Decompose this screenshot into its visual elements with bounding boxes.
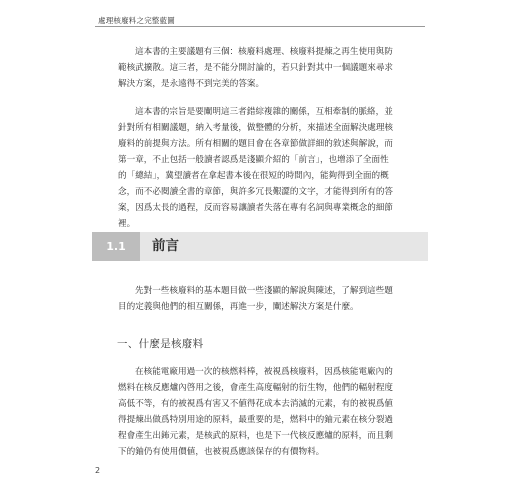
text-line: 高低不等，有的被視爲有害又不値得花成本去消滅的元素，有的被視爲値	[118, 399, 394, 409]
section-number: 1.1	[106, 240, 126, 253]
intro-paragraph-1	[118, 44, 426, 92]
text-line: 針對所有相關議題，納入考量後，做整體的分析，來描述全面解決處理核	[118, 123, 394, 133]
text-line: 裡。	[118, 219, 136, 229]
text-line: 目的定義與他們的相互關係，再進一步，闡述解決方案是什麼。	[118, 302, 359, 312]
subsection-heading: 一、什麼是核廢料	[117, 338, 204, 350]
text-line: 解決方案，是永遠得不到完美的答案。	[118, 79, 265, 89]
text-line: 第一章，不止包括一般讀者認爲是淺顯介紹的「前言」，也增添了全面性	[118, 155, 389, 165]
subsection-paragraph-1	[118, 364, 426, 460]
section-number-box	[92, 232, 140, 261]
header-rule	[95, 26, 425, 27]
intro-paragraph-2	[118, 104, 426, 232]
text-line: 程會產生出鈽元素，是核武的原料，也是下一代核反應爐的原料，而且剩	[118, 431, 394, 441]
text-line: 案，因爲太長的過程，反而容易讓讀者失落在專有名詞與專業概念的細節	[118, 203, 394, 213]
running-head: 處理核廢料之完整藍圖	[98, 16, 175, 25]
text-line: 下的鈾仍有使用價値，也被視爲應該保存的有價物料。	[118, 447, 325, 457]
page-number: 2	[95, 466, 101, 475]
text-line: 在核能電廠用過一次的核燃料棒，被視爲核廢料，因爲核能電廠內的	[135, 367, 393, 377]
text-line: 念，而不必閱讀全書的章節，與許多冗長艱澀的文字，才能得到所有的答	[118, 187, 394, 197]
text-line: 先對一些核廢料的基本題目做一些淺顯的解說與陳述，了解到這些題	[135, 286, 393, 296]
text-line: 這本書的主要議題有三個：核廢料處理、核廢料提煉之再生使用與防	[135, 47, 393, 57]
section-title: 前言	[152, 238, 179, 254]
section-heading-bar	[92, 232, 428, 261]
text-line: 範核武擴散。這三者，是不能分開討論的，若只針對其中一個議題來尋求	[118, 63, 394, 73]
text-line: 得提煉出做爲特別用途的原料，最重要的是，燃料中的鈾元素在核分裂過	[118, 415, 394, 425]
text-line: 燃料在核反應爐內啓用之後，會產生高度輻射的衍生物，他們的輻射程度	[118, 383, 394, 393]
text-line: 廢料的前提與方法。所有相關的題目會在各章節做詳細的敘述與解說，而	[118, 139, 394, 149]
text-line: 這本書的宗旨是要闡明這三者錯綜複雜的關係，互相牽制的脈絡，並	[135, 107, 393, 117]
text-line: 的「總結」，冀望讀者在拿起書本後在很短的時間內，能夠得到全面的概	[118, 171, 389, 181]
section-paragraph-1	[118, 283, 426, 315]
